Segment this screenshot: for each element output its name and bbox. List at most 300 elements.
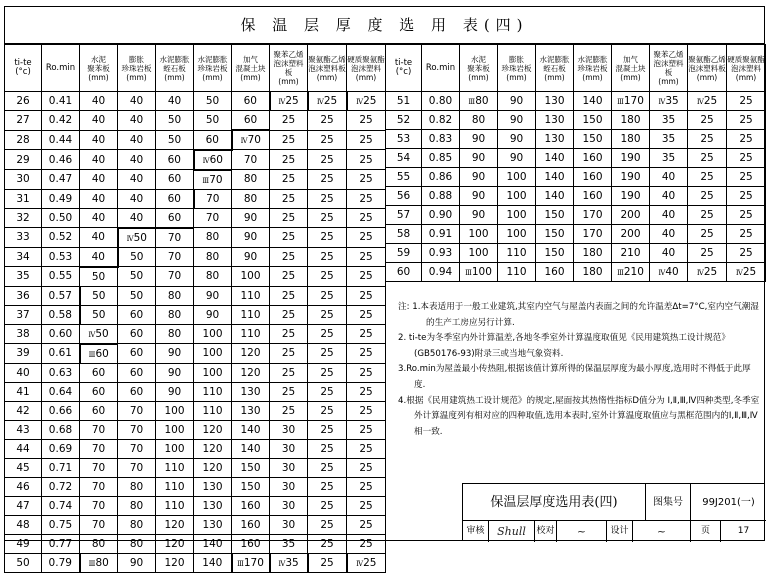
thickness-table-left xyxy=(4,44,386,573)
cell-value: 25 xyxy=(700,114,714,126)
cell-value: 0.69 xyxy=(48,442,73,455)
cell-cement-polystyrene xyxy=(80,553,118,572)
cell-vermiculite-board xyxy=(156,286,194,305)
cell-eps-board xyxy=(270,267,308,287)
cell-ro-min xyxy=(42,267,80,287)
cell-value: 25 xyxy=(703,95,718,107)
cell-value: 110 xyxy=(240,289,261,302)
cell-value: 35 xyxy=(661,114,676,126)
table-row xyxy=(5,515,386,534)
cell-value: 100 xyxy=(506,209,527,221)
cell-pu-ethylene-board xyxy=(688,187,727,206)
cell-value: 0.68 xyxy=(48,423,73,436)
cell-aerated-concrete xyxy=(612,244,650,263)
cell-value: 60 xyxy=(91,366,106,379)
table-row xyxy=(5,420,386,439)
cell-value: 25 xyxy=(320,537,334,550)
cell-value: 25 xyxy=(739,95,753,107)
header-cement-perlite: 水泥膨胀 珍珠岩板 (mm) xyxy=(194,45,232,92)
cell-pu-ethylene-board xyxy=(308,553,347,572)
cell-cement-polystyrene xyxy=(460,263,498,282)
title-block-name: 保温层厚度选用表(四) xyxy=(463,484,646,521)
table-row xyxy=(5,477,386,496)
zone-marker-iv: Ⅳ xyxy=(735,269,743,277)
cell-value: 40 xyxy=(91,211,106,224)
cell-pu-ethylene-board xyxy=(308,228,347,248)
cell-vermiculite-board xyxy=(536,111,574,130)
cell-value: 100 xyxy=(506,190,527,202)
cell-value: 70 xyxy=(129,442,144,455)
cell-value: 25 xyxy=(359,231,373,244)
table-row xyxy=(5,553,386,572)
cell-value: 40 xyxy=(91,250,105,263)
cell-aerated-concrete xyxy=(612,263,650,282)
cell-value: 25 xyxy=(281,192,296,205)
cell-eps-board xyxy=(270,111,308,131)
cell-value: 0.86 xyxy=(428,171,453,183)
table-row xyxy=(5,170,386,190)
cell-ro-min xyxy=(42,247,80,267)
cell-value: 25 xyxy=(281,347,296,360)
cell-value: 50 xyxy=(167,114,182,127)
cell-pu-ethylene-board xyxy=(308,382,347,401)
cell-value: 50 xyxy=(16,556,30,569)
cell-value: 80 xyxy=(167,289,182,302)
cell-aerated-concrete xyxy=(232,534,270,553)
cell-value: 25 xyxy=(320,518,334,531)
atlas-number: 99J201(一) xyxy=(691,484,766,521)
cell-value: 25 xyxy=(742,266,757,278)
header-vermiculite-board: 水泥膨胀 蛭石板 (mm) xyxy=(156,45,194,92)
cell-value: 90 xyxy=(471,190,486,202)
zone-marker-iv: Ⅳ xyxy=(356,559,364,568)
cell-value: 110 xyxy=(506,266,527,278)
cell-eps-board xyxy=(270,363,308,382)
cell-value: 100 xyxy=(202,327,223,340)
review-label: 审核 xyxy=(463,521,489,542)
cell-value: 25 xyxy=(281,327,296,340)
cell-vermiculite-board xyxy=(156,208,194,228)
table-row xyxy=(5,305,386,324)
cell-value: 25 xyxy=(320,499,334,512)
cell-cement-perlite xyxy=(194,420,232,439)
cell-value: 130 xyxy=(240,385,261,398)
cell-value: 36 xyxy=(16,289,30,302)
cell-value: 40 xyxy=(661,247,676,259)
cell-value: 25 xyxy=(320,404,334,417)
cell-perlite-board xyxy=(118,92,156,111)
cell-value: 25 xyxy=(359,211,373,224)
header-ro-min: Ro.min xyxy=(42,45,80,92)
cell-eps-board xyxy=(270,344,308,364)
cell-value: 160 xyxy=(582,171,603,183)
cell-cement-perlite xyxy=(194,515,232,534)
cell-value: 60 xyxy=(167,211,182,224)
cell-value: 25 xyxy=(363,95,377,107)
cell-value: 60 xyxy=(91,385,106,398)
cell-vermiculite-board xyxy=(156,247,194,267)
cell-value: 70 xyxy=(167,250,182,263)
cell-value: 40 xyxy=(129,173,144,186)
cell-value: 90 xyxy=(471,171,486,183)
cell-vermiculite-board xyxy=(156,228,194,248)
cell-eps-board xyxy=(650,244,688,263)
review-signature: Shull xyxy=(489,521,535,542)
cell-value: 25 xyxy=(700,190,714,202)
cell-cement-perlite xyxy=(194,247,232,267)
cell-value: 0.52 xyxy=(48,231,73,244)
cell-value: 27 xyxy=(16,114,30,127)
cell-temp-diff xyxy=(5,305,42,324)
cell-perlite-board xyxy=(118,150,156,170)
cell-value: 0.63 xyxy=(48,366,73,379)
cell-value: 58 xyxy=(396,228,411,240)
cell-perlite-board xyxy=(118,515,156,534)
cell-cement-perlite xyxy=(194,305,232,324)
cell-value: 70 xyxy=(91,518,106,531)
cell-pu-ethylene-board xyxy=(308,534,347,553)
cell-pu-ethylene-board xyxy=(688,263,727,282)
cell-rigid-pu-foam xyxy=(347,401,386,420)
cell-value: 25 xyxy=(739,209,753,221)
cell-value: 80 xyxy=(475,95,489,107)
cell-value: 200 xyxy=(620,209,641,221)
cell-value: 25 xyxy=(281,231,296,244)
cell-value: 40 xyxy=(661,190,676,202)
cell-value: 25 xyxy=(281,404,296,417)
cell-aerated-concrete xyxy=(232,344,270,364)
cell-pu-ethylene-board xyxy=(308,305,347,324)
header-perlite-board: 膨胀 珍珠岩板 (mm) xyxy=(498,45,536,92)
cell-value: 0.66 xyxy=(48,404,73,417)
cell-cement-perlite xyxy=(194,150,232,170)
cell-vermiculite-board xyxy=(156,534,194,553)
cell-pu-ethylene-board xyxy=(308,344,347,364)
cell-value: 25 xyxy=(320,289,334,302)
cell-cement-perlite xyxy=(194,170,232,190)
cell-cement-polystyrene xyxy=(80,305,118,324)
cell-cement-polystyrene xyxy=(80,228,118,248)
cell-value: 25 xyxy=(359,173,373,186)
cell-value: 60 xyxy=(243,114,258,126)
cell-eps-board xyxy=(270,382,308,401)
cell-ro-min xyxy=(42,324,80,344)
cell-value: 0.49 xyxy=(48,192,73,205)
cell-value: 90 xyxy=(471,133,486,145)
cell-temp-diff xyxy=(386,168,422,187)
cell-perlite-board xyxy=(118,420,156,439)
cell-value: 31 xyxy=(16,192,30,205)
zone-marker-iii: Ⅲ xyxy=(468,98,476,106)
cell-value: 110 xyxy=(164,461,185,474)
cell-value: 150 xyxy=(544,247,565,259)
cell-aerated-concrete xyxy=(232,515,270,534)
cell-value: 35 xyxy=(665,95,679,107)
cell-pu-ethylene-board xyxy=(688,130,727,149)
table-row xyxy=(386,263,766,282)
cell-perlite-board xyxy=(118,189,156,208)
cell-vermiculite-board xyxy=(156,458,194,477)
cell-value: 25 xyxy=(281,250,296,263)
cell-value: 70 xyxy=(129,423,144,436)
cell-vermiculite-board xyxy=(536,244,574,263)
cell-value: 180 xyxy=(620,133,641,145)
cell-eps-board xyxy=(650,130,688,149)
cell-temp-diff xyxy=(5,150,42,170)
cell-value: 140 xyxy=(544,152,565,164)
cell-value: 40 xyxy=(661,171,676,183)
cell-temp-diff xyxy=(386,92,422,111)
cell-temp-diff xyxy=(5,496,42,515)
cell-value: 25 xyxy=(359,308,373,321)
zone-marker-iii: Ⅲ xyxy=(202,176,210,185)
cell-value: 25 xyxy=(739,171,753,183)
table-row xyxy=(5,344,386,364)
cell-value: 70 xyxy=(167,270,182,283)
cell-ro-min xyxy=(422,206,460,225)
cell-pu-ethylene-board xyxy=(688,92,727,111)
cell-value: 40 xyxy=(129,114,144,127)
cell-vermiculite-board xyxy=(156,382,194,401)
cell-value: 60 xyxy=(129,385,144,398)
cell-ro-min xyxy=(422,149,460,168)
cell-value: 0.80 xyxy=(428,95,453,107)
cell-vermiculite-board xyxy=(156,170,194,190)
cell-value: 170 xyxy=(243,556,264,569)
cell-pu-ethylene-board xyxy=(308,150,347,170)
cell-value: 45 xyxy=(16,461,30,474)
cell-value: 28 xyxy=(16,133,30,146)
cell-pu-ethylene-board xyxy=(308,170,347,190)
cell-value: 25 xyxy=(359,153,373,166)
cell-value: 70 xyxy=(209,173,223,186)
cell-temp-diff xyxy=(386,206,422,225)
cell-cement-polystyrene xyxy=(80,111,118,131)
cell-value: 0.85 xyxy=(428,152,453,164)
cell-pu-ethylene-board xyxy=(308,458,347,477)
cell-cement-polystyrene xyxy=(80,420,118,439)
cell-value: 120 xyxy=(240,347,261,360)
cell-aerated-concrete xyxy=(232,401,270,420)
header-cement-polystyrene: 水泥 聚苯板 (mm) xyxy=(80,45,118,92)
cell-perlite-board xyxy=(118,305,156,324)
cell-eps-board xyxy=(270,515,308,534)
header-rigid-pu-foam: 硬质聚氨酯 泡沫塑料 (mm) xyxy=(347,45,386,92)
cell-value: 35 xyxy=(661,152,676,164)
cell-value: 30 xyxy=(281,423,296,436)
cell-value: 90 xyxy=(471,209,486,221)
cell-ro-min xyxy=(422,263,460,282)
table-row xyxy=(386,92,766,111)
cell-cement-polystyrene xyxy=(460,149,498,168)
cell-eps-board xyxy=(650,187,688,206)
cell-value: 40 xyxy=(661,228,676,240)
table-row xyxy=(5,286,386,305)
cell-aerated-concrete xyxy=(232,496,270,515)
cell-value: 60 xyxy=(91,404,106,417)
cell-vermiculite-board xyxy=(536,187,574,206)
cell-value: 30 xyxy=(281,499,296,512)
cell-pu-ethylene-board xyxy=(688,244,727,263)
cell-value: 140 xyxy=(544,171,565,183)
cell-temp-diff xyxy=(5,458,42,477)
cell-rigid-pu-foam xyxy=(347,458,386,477)
table-row xyxy=(386,111,766,130)
cell-value: 90 xyxy=(243,231,258,244)
cell-vermiculite-board xyxy=(156,553,194,572)
cell-rigid-pu-foam xyxy=(727,130,766,149)
cell-value: 25 xyxy=(700,209,714,221)
cell-eps-board xyxy=(270,458,308,477)
cell-vermiculite-board xyxy=(536,149,574,168)
cell-value: 130 xyxy=(544,95,565,107)
cell-value: 110 xyxy=(164,499,185,512)
cell-eps-board xyxy=(650,263,688,282)
cell-value: 70 xyxy=(247,134,261,146)
cell-value: 180 xyxy=(582,247,603,259)
cell-value: 70 xyxy=(205,211,220,224)
table-row xyxy=(386,130,766,149)
cell-pu-ethylene-board xyxy=(308,401,347,420)
cell-temp-diff xyxy=(5,130,42,150)
cell-cement-polystyrene xyxy=(460,130,498,149)
cell-aerated-concrete xyxy=(612,111,650,130)
cell-value: 110 xyxy=(202,404,223,417)
cell-value: 80 xyxy=(205,270,220,283)
cell-value: 100 xyxy=(164,423,185,436)
cell-aerated-concrete xyxy=(232,228,270,248)
cell-temp-diff xyxy=(386,225,422,244)
cell-value: 25 xyxy=(281,366,296,379)
cell-value: 160 xyxy=(240,499,261,512)
cell-value: 25 xyxy=(700,152,714,164)
cell-pu-ethylene-board xyxy=(688,225,727,244)
cell-vermiculite-board xyxy=(156,111,194,131)
cell-value: 160 xyxy=(544,266,565,278)
cell-temp-diff xyxy=(5,477,42,496)
cell-temp-diff xyxy=(386,130,422,149)
cell-value: 49 xyxy=(16,537,30,550)
cell-value: 25 xyxy=(281,385,296,398)
cell-rigid-pu-foam xyxy=(727,168,766,187)
cell-value: 110 xyxy=(202,385,223,398)
cell-temp-diff xyxy=(5,170,42,190)
cell-rigid-pu-foam xyxy=(347,324,386,344)
cell-aerated-concrete xyxy=(232,267,270,287)
cell-cement-perlite xyxy=(194,534,232,553)
cell-value: 25 xyxy=(320,366,334,379)
cell-value: 25 xyxy=(320,114,334,127)
cell-value: 34 xyxy=(16,250,30,263)
header-rigid-pu-foam: 硬质聚氨酯 泡沫塑料 (mm) xyxy=(727,45,766,92)
table-row xyxy=(5,534,386,553)
cell-value: 120 xyxy=(164,518,185,531)
cell-value: 25 xyxy=(359,270,373,283)
cell-rigid-pu-foam xyxy=(727,111,766,130)
cell-value: 40 xyxy=(129,133,144,146)
cell-value: 57 xyxy=(396,209,411,221)
cell-value: 25 xyxy=(320,231,334,244)
cell-value: 48 xyxy=(16,518,30,531)
cell-value: 110 xyxy=(506,247,527,259)
cell-temp-diff xyxy=(5,344,42,364)
cell-value: 25 xyxy=(739,228,753,240)
cell-eps-board xyxy=(270,130,308,150)
cell-value: 51 xyxy=(396,95,411,107)
header-aerated-concrete: 加气 混凝土块 (mm) xyxy=(612,45,650,92)
cell-value: 0.94 xyxy=(428,266,453,278)
header-perlite-board: 膨胀 珍珠岩板 (mm) xyxy=(118,45,156,92)
cell-ro-min xyxy=(42,170,80,190)
cell-value: 40 xyxy=(91,173,106,186)
cell-perlite-board xyxy=(118,458,156,477)
cell-vermiculite-board xyxy=(156,305,194,324)
cell-perlite-board xyxy=(498,149,536,168)
cell-value: 56 xyxy=(396,190,411,202)
cell-eps-board xyxy=(650,206,688,225)
cell-perlite-board xyxy=(118,401,156,420)
cell-aerated-concrete xyxy=(232,324,270,344)
note-4: 4.根据《民用建筑热工设计规范》的规定,屋面按其热惰性指标D值分为 Ⅰ,Ⅱ,Ⅲ,Ⅳ四种类型,冬季室外计算温度列有相对应的四种取值,选用本表时,室外计算温度取值应与黑框范围内的Ⅰ,Ⅱ,Ⅲ,Ⅳ相一致. xyxy=(398,395,760,437)
zone-marker-iii: Ⅲ xyxy=(465,269,472,277)
cell-rigid-pu-foam xyxy=(727,92,766,111)
cell-value: 0.75 xyxy=(48,518,73,531)
cell-value: 170 xyxy=(582,228,603,240)
cell-pu-ethylene-board xyxy=(308,111,347,131)
cell-temp-diff xyxy=(5,247,42,267)
table-row xyxy=(386,225,766,244)
cell-value: 0.42 xyxy=(48,114,73,127)
cell-value: 180 xyxy=(582,266,603,278)
cell-rigid-pu-foam xyxy=(347,189,386,208)
cell-value: 140 xyxy=(240,442,261,455)
cell-aerated-concrete xyxy=(232,305,270,324)
cell-value: 90 xyxy=(471,152,486,164)
header-cement-perlite: 水泥膨胀 珍珠岩板 (mm) xyxy=(574,45,612,92)
cell-rigid-pu-foam xyxy=(347,553,386,572)
cell-temp-diff xyxy=(5,267,42,287)
cell-cement-polystyrene xyxy=(80,92,118,111)
cell-perlite-board xyxy=(118,534,156,553)
cell-perlite-board xyxy=(498,130,536,149)
cell-value: 80 xyxy=(205,250,220,263)
header-vermiculite-board: 水泥膨胀 蛭石板 (mm) xyxy=(536,45,574,92)
cell-perlite-board xyxy=(118,286,156,305)
table-row xyxy=(5,92,386,111)
cell-value: 50 xyxy=(91,270,106,283)
cell-value: 70 xyxy=(91,480,106,493)
cell-perlite-board xyxy=(118,439,156,458)
cell-value: 100 xyxy=(164,404,185,417)
cell-vermiculite-board xyxy=(156,189,194,208)
cell-perlite-board xyxy=(118,228,156,248)
cell-value: 0.88 xyxy=(428,190,453,202)
cell-aerated-concrete xyxy=(232,420,270,439)
cell-eps-board xyxy=(650,149,688,168)
cell-value: 70 xyxy=(167,231,182,244)
cell-cement-perlite xyxy=(194,130,232,150)
cell-cement-polystyrene xyxy=(80,515,118,534)
cell-eps-board xyxy=(650,111,688,130)
cell-rigid-pu-foam xyxy=(347,150,386,170)
cell-pu-ethylene-board xyxy=(308,267,347,287)
cell-rigid-pu-foam xyxy=(347,439,386,458)
cell-ro-min xyxy=(422,111,460,130)
cell-value: 25 xyxy=(700,247,714,259)
cell-value: 80 xyxy=(95,556,109,569)
header-cement-polystyrene: 水泥 聚苯板 (mm) xyxy=(460,45,498,92)
cell-value: 25 xyxy=(320,327,334,340)
